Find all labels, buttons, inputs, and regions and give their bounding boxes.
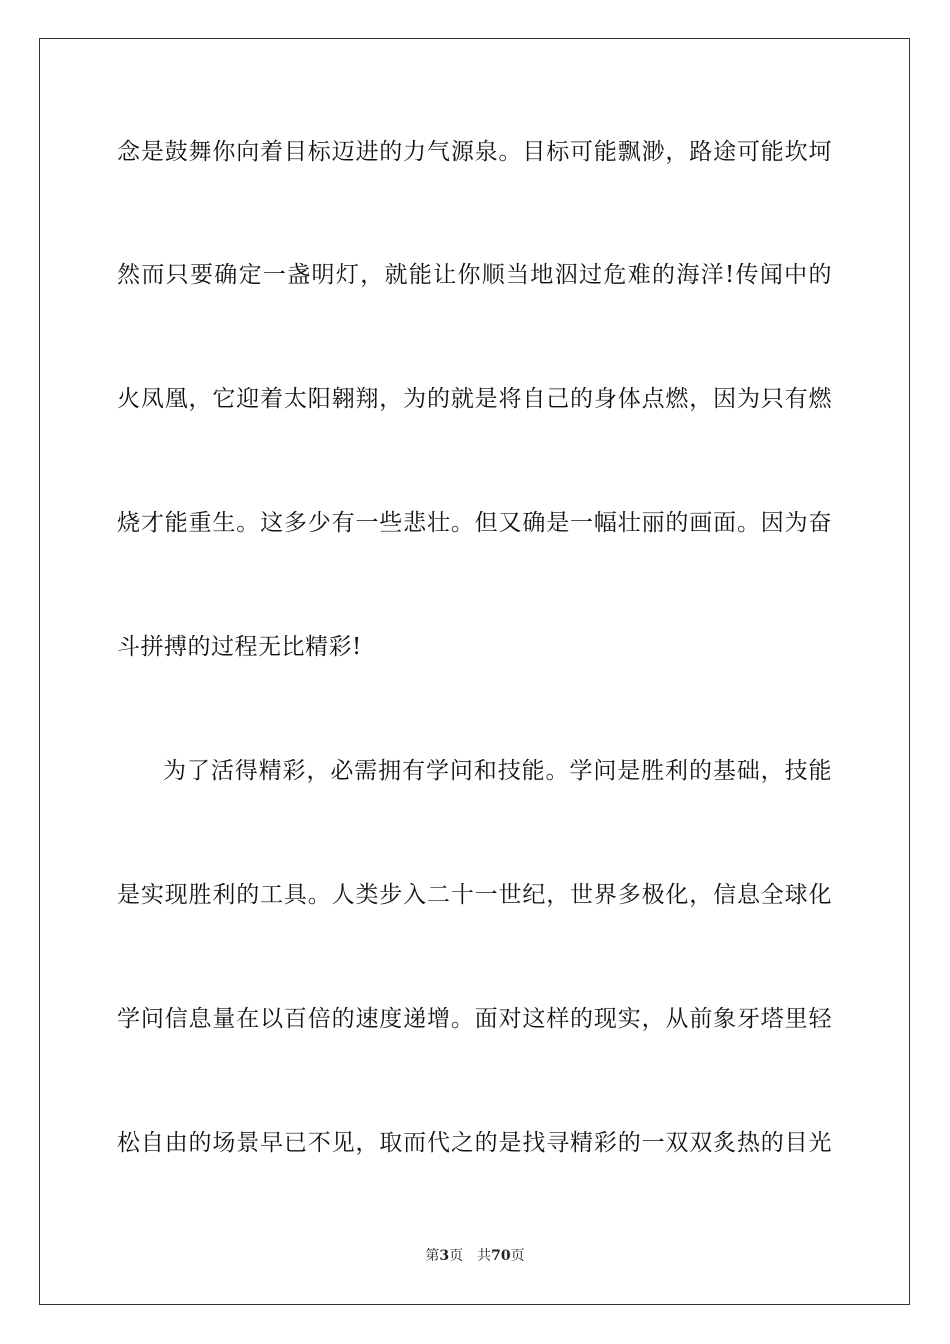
- body-text-line: 念是鼓舞你向着目标迈进的力气源泉。目标可能飘渺，路途可能坎坷: [117, 139, 832, 165]
- body-text-line: 松自由的场景早已不见，取而代之的是找寻精彩的一双双炙热的目光: [117, 1130, 832, 1156]
- total-prefix: 共: [477, 1248, 492, 1264]
- total-unit: 页: [510, 1248, 525, 1264]
- page-unit: 页: [449, 1248, 464, 1264]
- body-text-line: 火凤凰，它迎着太阳翱翔，为的就是将自己的身体点燃，因为只有燃: [117, 386, 832, 412]
- current-page-number: 3: [439, 1248, 450, 1264]
- body-text-line: 烧才能重生。这多少有一些悲壮。但又确是一幅壮丽的画面。因为奋: [117, 510, 832, 536]
- total-page-count: 70: [491, 1248, 511, 1264]
- body-text-line: 是实现胜利的工具。人类步入二十一世纪，世界多极化，信息全球化: [117, 882, 832, 908]
- page-prefix: 第: [425, 1248, 440, 1264]
- page-footer: [0, 1247, 950, 1265]
- body-text-line: 学问信息量在以百倍的速度递增。面对这样的现实，从前象牙塔里轻: [117, 1006, 832, 1032]
- body-text-line: 然而只要确定一盏明灯，就能让你顺当地泅过危难的海洋!传闻中的: [117, 262, 832, 288]
- paragraph-first-line: 为了活得精彩，必需拥有学问和技能。学问是胜利的基础，技能: [163, 758, 832, 784]
- body-text-line: 斗拼搏的过程无比精彩!: [117, 634, 362, 660]
- page-border: [39, 38, 910, 1305]
